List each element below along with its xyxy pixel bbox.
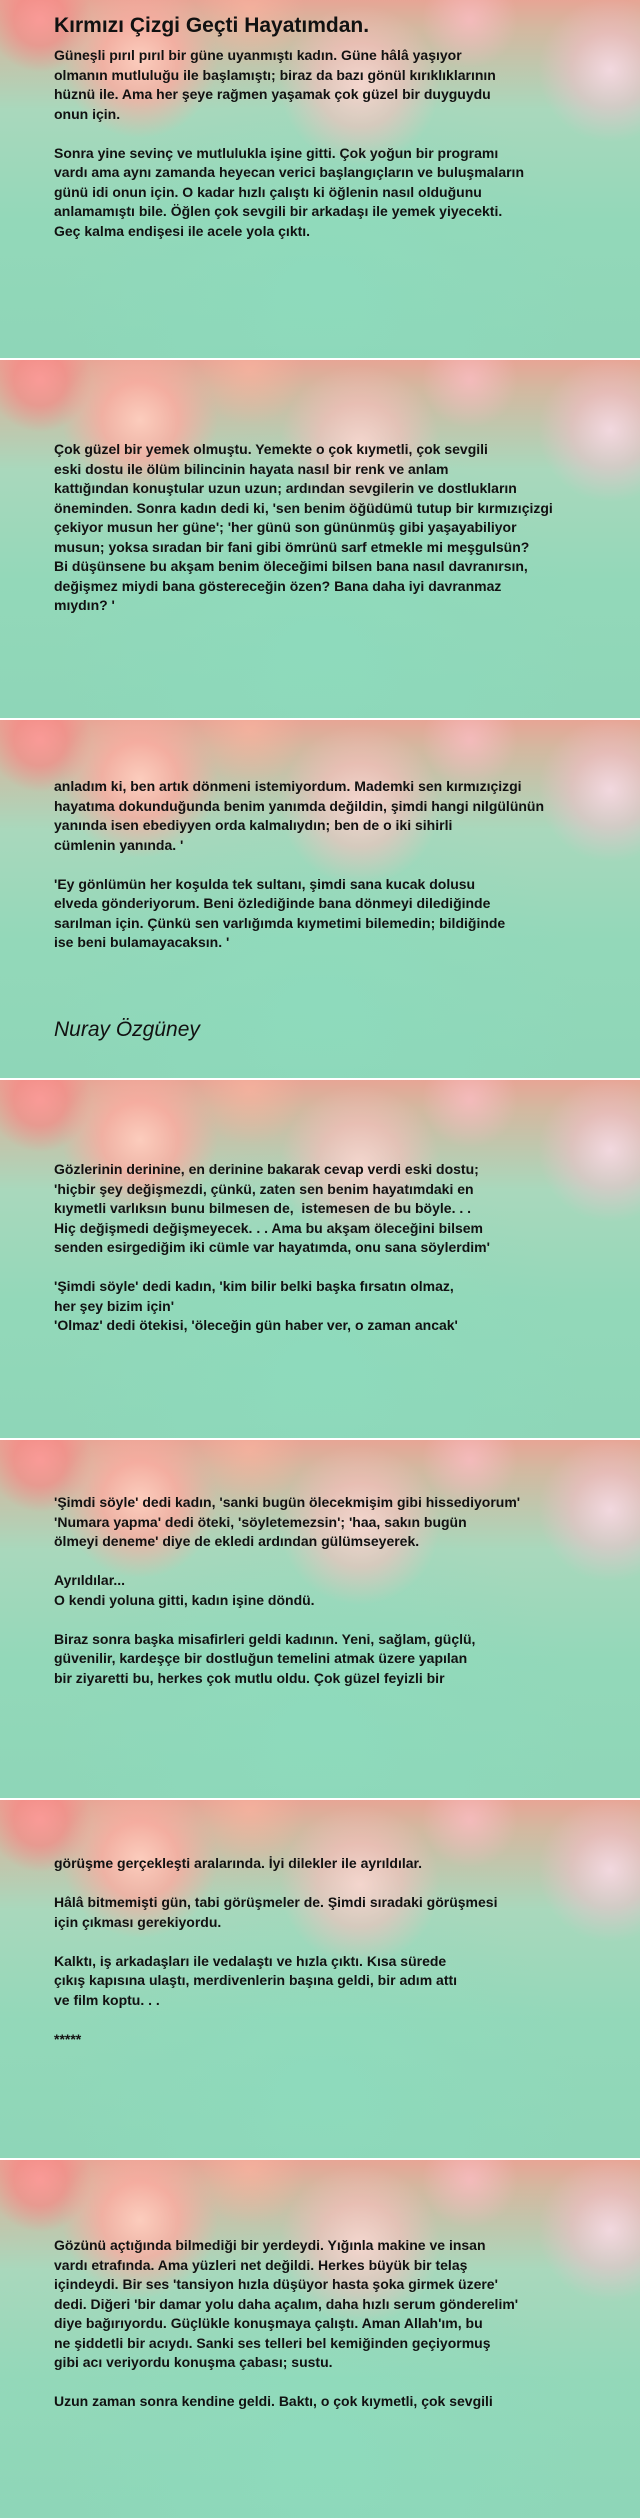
page-title: Kırmızı Çizgi Geçti Hayatımdan.	[54, 14, 370, 37]
story-panel-5	[0, 1440, 640, 1798]
author-signature: Nuray Özgüney	[54, 1018, 200, 1041]
story-panel-2	[0, 360, 640, 718]
story-text-3: anladım ki, ben artık dönmeni istemiyordum. Mademki sen kırmızıçizgi hayatıma dokunduğunda benim yanımda değildin, şimdi hangi nilgülünün yanında isen ebediyyen orda kalmalıydın; ben de o iki sihirli cümlenin yanında. ' 'Ey gönlümün her koşulda tek sultanı, şimdi sana kucak dolusu elveda gönderiyorum. Beni özlediğinde bana dönmeyi dilediğinde sarılman için. Çünkü sen varlığımda kıymetimi bilemedin; bildiğinde ise beni bulamayacaksın. '	[54, 778, 545, 950]
story-text-1: Güneşli pırıl pırıl bir güne uyanmıştı kadın. Güne hâlâ yaşıyor olmanın mutluluğu ile başlamıştı; biraz da bazı gönül kırıklıklarının hüznü ile. Ama her şeye rağmen yaşamak çok güzel bir duyguydu onun için. Sonra yine sevinç ve mutlulukla işine gitti. Çok yoğun bir programı vardı ama aynı zamanda heyecan verici başlangıçların ve buluşmaların günü idi onun için. O kadar hızlı çalıştı ki öğlenin nasıl olduğunu anlamamıştı bile. Öğlen çok sevgili bir arkadaşı ile yemek yiyecekti. Geç kalma endişesi ile acele yola çıktı.	[54, 47, 524, 239]
story-text-5: 'Şimdi söyle' dedi kadın, 'sanki bugün ölecekmişim gibi hissediyorum' 'Numara yapma' dedi öteki, 'söyletemezsin'; 'haa, sakın bugün ölmeyi deneme' diye de ekledi ardından gülümseyerek. Ayrıldılar... O kendi yoluna gitti, kadın işine döndü. Biraz sonra başka misafirleri geldi kadının. Yeni, sağlam, güçlü, güvenilir, kardeşçe bir dostluğun temelini atmak üzere yapılan bir ziyaretti bu, herkes çok mutlu oldu. Çok güzel feyizli bir	[54, 1494, 521, 1686]
story-text-2: Çok güzel bir yemek olmuştu. Yemekte o çok kıymetli, çok sevgili eski dostu ile ölüm bilincinin hayata nasıl bir renk ve anlam kattığından konuştular uzun uzun; ardından sevgilerin ve dostlukların öneminden. Sonra kadın dedi ki, 'sen benim öğüdümü tutup bir kırmızıçizgi çekiyor musun her güne'; 'her günü son gününmüş gibi yaşayabiliyor musun; yoksa sıradan bir fani gibi ömrünü sarf etmekle mi meşgulsün? Bi düşünsene bu akşam benim öleceğimi bilsen bana nasıl davranırsın, değişmez miydi bana göstereceğin özen? Bana daha iyi davranmaz mıydın? '	[54, 441, 553, 613]
story-text-6: görüşme gerçekleşti aralarında. İyi dilekler ile ayrıldılar. Hâlâ bitmemişti gün, tabi görüşmeler de. Şimdi sıradaki görüşmesi için çıkması gerekiyordu. Kalktı, iş arkadaşları ile vedalaştı ve hızla çıktı. Kısa sürede çıkış kapısına ulaştı, merdivenlerin başına geldi, bir adım attı ve film koptu. . . *****	[54, 1855, 498, 2047]
story-panel-6	[0, 1800, 640, 2158]
story-panel-1	[0, 0, 640, 358]
story-panel-7	[0, 2160, 640, 2518]
story-panel-4	[0, 1080, 640, 1438]
story-panel-3	[0, 720, 640, 1078]
story-text-4: Gözlerinin derinine, en derinine bakarak cevap verdi eski dostu; 'hiçbir şey değişmezdi, çünkü, zaten sen benim hayatımdaki en kıymetli varlıksın bunu bilmesen de, istemesen de bu böyle. . . Hiç değişmedi değişmeyecek. . . Ama bu akşam öleceğini bilsem senden esirgediğim iki cümle var hayatımda, onu sana söylerdim' 'Şimdi söyle' dedi kadın, 'kim bilir belki başka fırsatın olmaz, her şey bizim için' 'Olmaz' dedi ötekisi, 'öleceğin gün haber ver, o zaman ancak'	[54, 1161, 490, 1333]
story-text-7: Gözünü açtığında bilmediği bir yerdeydi. Yığınla makine ve insan vardı etrafında. Ama yüzleri net değildi. Herkes büyük bir telaş içindeydi. Bir ses 'tansiyon hızla düşüyor hasta şoka girmek üzere' dedi. Diğeri 'bir damar yolu daha açalım, daha hızlı serum gönderelim' diye bağırıyordu. Güçlükle konuşmaya çalıştı. Aman Allah'ım, bu ne şiddetli bir acıydı. Sanki ses telleri bel kemiğinden geçiyormuş gibi acı veriyordu konuşma çabası; sustu. Uzun zaman sonra kendine geldi. Baktı, o çok kıymetli, çok sevgili	[54, 2237, 519, 2409]
